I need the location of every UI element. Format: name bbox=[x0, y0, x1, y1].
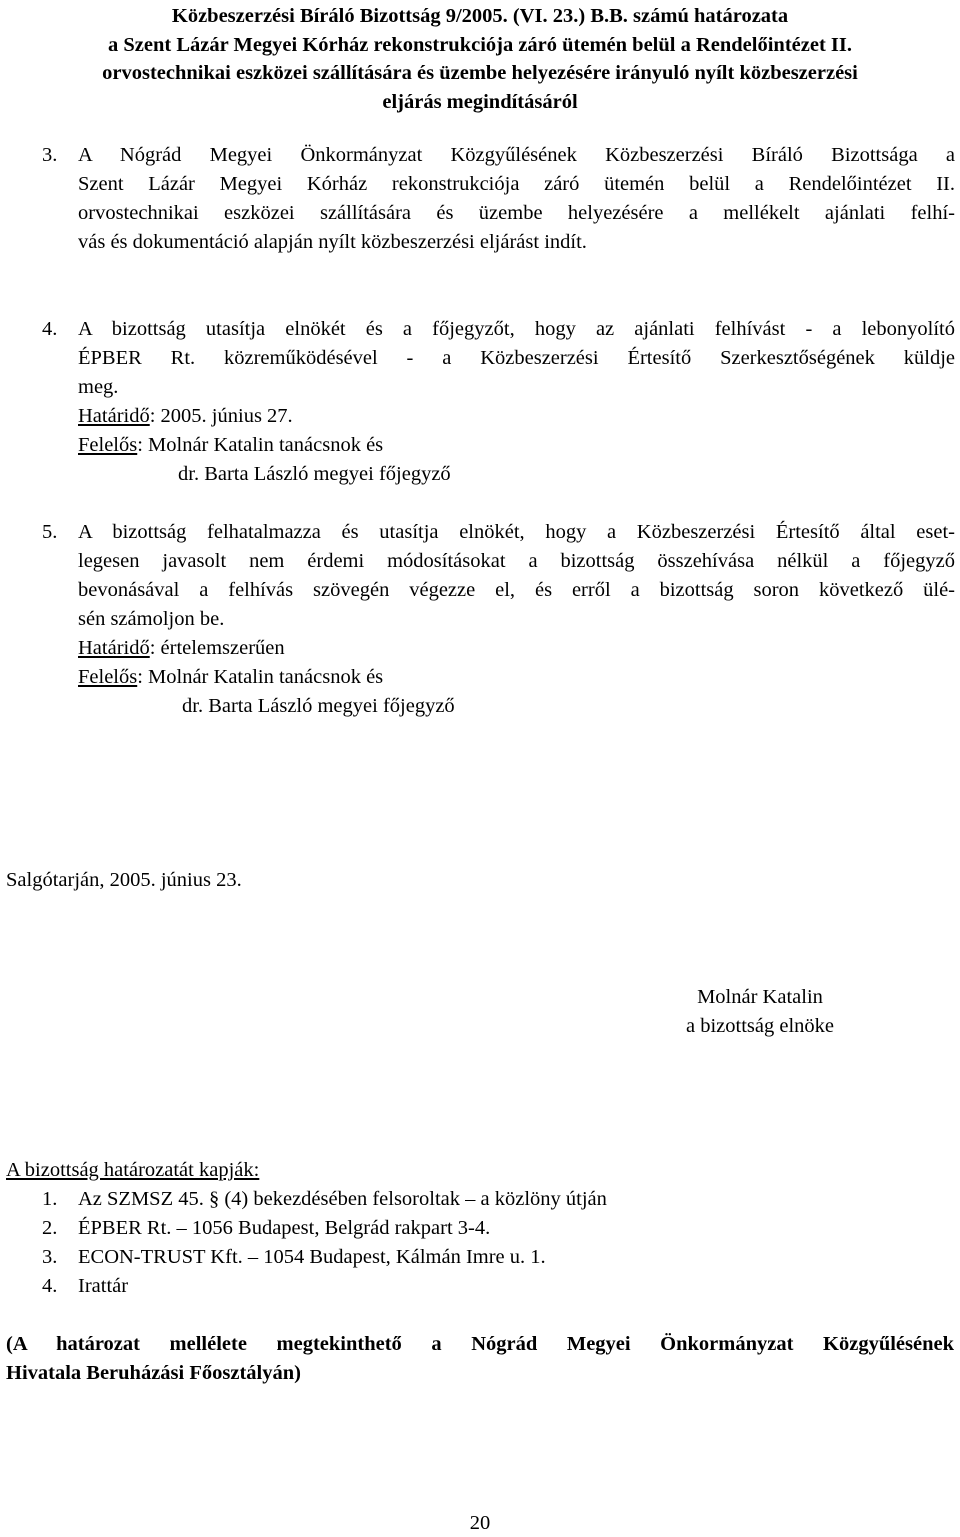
signature-role: a bizottság elnöke bbox=[685, 1015, 834, 1037]
item-5-line-4: sén számoljon be. bbox=[78, 608, 225, 630]
resolution-item-4 bbox=[42, 315, 955, 489]
list-item-number: 3. bbox=[42, 1246, 58, 1268]
list-item-number: 1. bbox=[42, 1188, 58, 1210]
list-item-text: ÉPBER Rt. – 1056 Budapest, Belgrád rakpart 3-4. bbox=[78, 1217, 491, 1239]
note-line-1: (A határozat mellélete megtekinthető a Nógrád Megyei Önkormányzat Közgyűlésének bbox=[6, 1333, 954, 1355]
item-4-deadline bbox=[78, 402, 955, 431]
title-line-2: a Szent Lázár Megyei Kórház rekonstrukciója záró ütemén belül a Rendelőintézet II. bbox=[108, 33, 852, 56]
responsible-value: : Molnár Katalin tanácsnok és bbox=[137, 434, 384, 456]
item-5-line-3: bevonásával a felhívás szövegén végezze el, és erről a bizottság soron következő ülé- bbox=[78, 579, 955, 601]
item-number: 3. bbox=[42, 144, 58, 166]
note-line-2: Hivatala Beruházási Főosztályán) bbox=[6, 1362, 301, 1384]
item-5-responsible bbox=[78, 663, 955, 692]
item-4-responsible-2: dr. Barta László megyei főjegyző bbox=[178, 463, 451, 485]
list-item-text: ECON-TRUST Kft. – 1054 Budapest, Kálmán Imre u. 1. bbox=[78, 1246, 546, 1268]
list-item bbox=[42, 1243, 607, 1272]
item-5-responsible-2: dr. Barta László megyei főjegyző bbox=[182, 695, 455, 717]
deadline-label: Határidő bbox=[78, 405, 150, 427]
item-4-line-3: meg. bbox=[78, 376, 119, 398]
list-item-text: Az SZMSZ 45. § (4) bekezdésében felsoroltak – a közlöny útján bbox=[78, 1188, 607, 1210]
place-and-date: Salgótarján, 2005. június 23. bbox=[6, 869, 242, 891]
recipients-list bbox=[42, 1185, 607, 1301]
item-3-line-4: vás és dokumentáció alapján nyílt közbeszerzési eljárást indít. bbox=[78, 231, 587, 253]
item-3-line-2: Szent Lázár Megyei Kórház rekonstrukciója záró ütemén belül a Rendelőintézet II. bbox=[78, 173, 955, 195]
list-item bbox=[42, 1185, 607, 1214]
page-number: 20 bbox=[469, 1512, 491, 1534]
signature-name: Molnár Katalin bbox=[697, 986, 823, 1008]
deadline-value: : értelemszerűen bbox=[149, 637, 285, 659]
list-item bbox=[42, 1214, 607, 1243]
recipients-heading: A bizottság határozatát kapják: bbox=[6, 1159, 260, 1181]
title-line-1: Közbeszerzési Bíráló Bizottság 9/2005. (VI. 23.) B.B. számú határozata bbox=[171, 5, 789, 27]
list-item bbox=[42, 1272, 607, 1301]
item-4-line-1: A bizottság utasítja elnökét és a főjegyzőt, hogy az ajánlati felhívást - a lebonyolító bbox=[78, 318, 955, 340]
item-5-line-2: legesen javasolt nem érdemi módosításokat a bizottság összehívása nélkül a főjegyző bbox=[78, 550, 955, 572]
item-3-line-1: A Nógrád Megyei Önkormányzat Közgyűlésének Közbeszerzési Bíráló Bizottsága a bbox=[78, 144, 955, 166]
item-3-line-3: orvostechnikai eszközei szállítására és üzembe helyezésére a mellékelt ajánlati felhí- bbox=[78, 202, 955, 224]
item-5-line-1: A bizottság felhatalmazza és utasítja elnökét, hogy a Közbeszerzési Értesítő által eset- bbox=[78, 521, 955, 543]
responsible-label: Felelős bbox=[78, 666, 138, 688]
item-5-deadline bbox=[78, 634, 955, 663]
list-item-number: 4. bbox=[42, 1275, 58, 1297]
deadline-value: : 2005. június 27. bbox=[149, 405, 293, 427]
resolution-item-5 bbox=[42, 518, 955, 721]
item-4-responsible bbox=[78, 431, 955, 460]
title-line-3: orvostechnikai eszközei szállítására és üzembe helyezésére irányuló nyílt közbeszerzési bbox=[102, 62, 858, 84]
resolution-item-3 bbox=[42, 141, 955, 257]
item-number: 4. bbox=[42, 318, 58, 340]
item-4-line-2: ÉPBER Rt. közreműködésével - a Közbeszerzési Értesítő Szerkesztőségének küldje bbox=[78, 347, 955, 369]
item-number: 5. bbox=[42, 521, 58, 543]
list-item-text: Irattár bbox=[78, 1275, 129, 1297]
responsible-value: : Molnár Katalin tanácsnok és bbox=[137, 666, 384, 688]
document-title bbox=[0, 2, 960, 116]
responsible-label: Felelős bbox=[78, 434, 138, 456]
list-item-number: 2. bbox=[42, 1217, 58, 1239]
deadline-label: Határidő bbox=[78, 637, 150, 659]
title-line-4: eljárás megindításáról bbox=[382, 90, 578, 113]
attachment-note bbox=[6, 1330, 954, 1388]
